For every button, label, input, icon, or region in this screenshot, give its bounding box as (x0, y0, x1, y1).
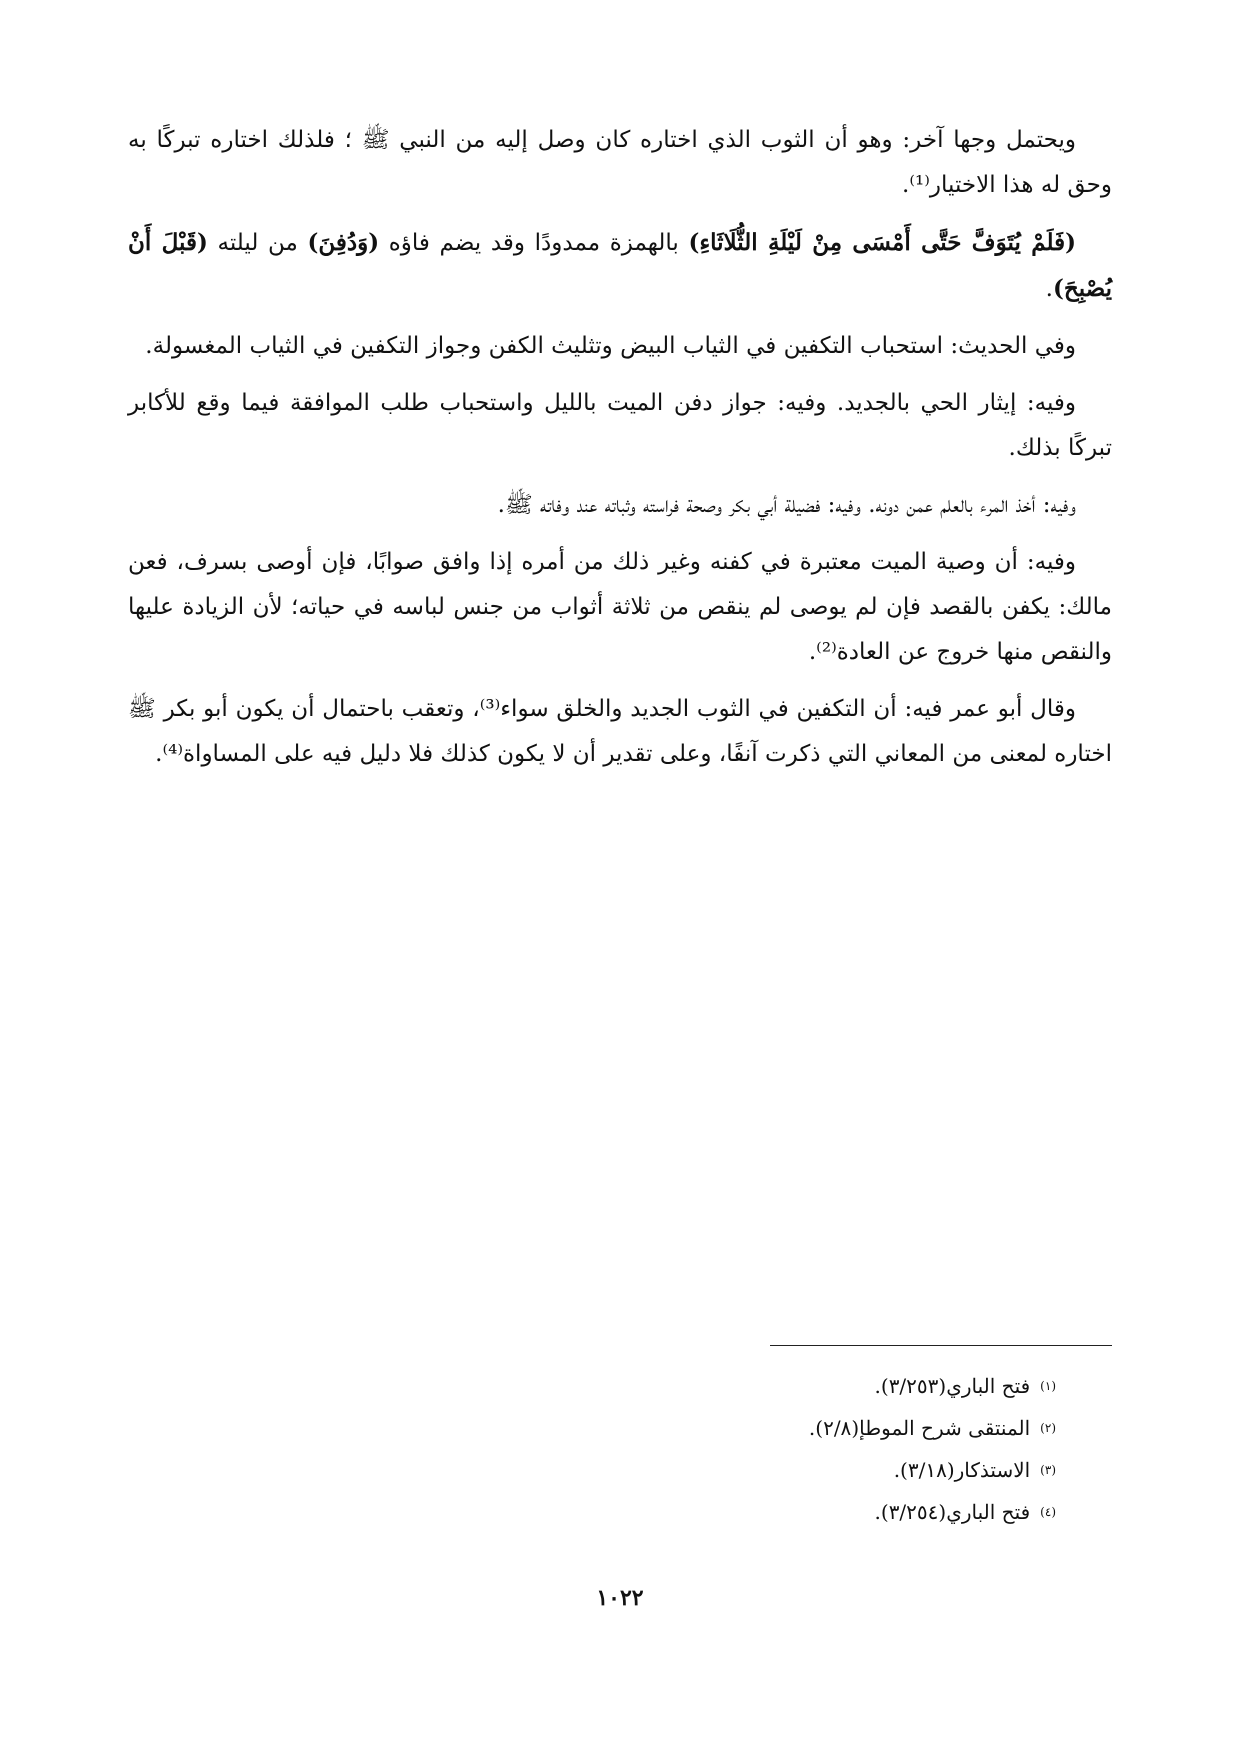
footnote-separator (770, 1345, 1112, 1346)
hadith-quote-2: (وَدُفِنَ) (307, 229, 380, 256)
footnote-1 (128, 1365, 1112, 1407)
footnote-mark-4: (٤) (1040, 1505, 1056, 1519)
footnote-text-4: فتح الباري(٣/٢٥٤). (874, 1500, 1031, 1524)
footnote-mark-3: (٣) (1040, 1463, 1056, 1477)
commentary-text-2: من ليلته (207, 230, 308, 256)
paragraph-4: وفيه: إيثار الحي بالجديد. وفيه: جواز دفن الميت بالليل واستحباب طلب الموافقة فيما وقع للأكابر تبركًا بذلك. (128, 390, 1112, 461)
footnotes-section (128, 1365, 1112, 1533)
footnote-4 (128, 1491, 1112, 1533)
main-text (128, 118, 1112, 789)
footnote-mark-1: (١) (1040, 1379, 1056, 1393)
footnote-3 (128, 1449, 1112, 1491)
paragraph-5: وفيه: أخذ المرء بالعلم عمن دونه. وفيه: فضيلة أبي بكر وصحة فراسته وثباته عند وفاته ﷺ. (497, 492, 1076, 518)
footnote-text-1: فتح الباري(٣/٢٥٣). (874, 1374, 1031, 1398)
hadith-quote-1: (فَلَمْ يُتَوَفَّ حَتَّى أَمْسَى مِنْ لَيْلَةِ الثُّلَاثَاءِ) (688, 229, 1076, 256)
paragraph-7: وقال أبو عمر فيه: أن التكفين في الثوب الجديد والخلق سواء⁽³⁾، وتعقب باحتمال أن يكون أبو بكر ﷺ اختاره لمعنى من المعاني التي ذكرت آنفًا، وعلى تقدير أن لا يكون كذلك فلا دليل فيه على المساواة⁽⁴⁾. (128, 696, 1112, 767)
commentary-text-3: . (1045, 276, 1053, 302)
commentary-text-1: بالهمزة ممدودًا وقد يضم فاؤه (379, 230, 689, 256)
paragraph-1: ويحتمل وجها آخر: وهو أن الثوب الذي اختاره كان وصل إليه من النبي ﷺ ؛ فلذلك اختاره تبركًا به وحق له هذا الاختيار⁽¹⁾. (128, 127, 1112, 198)
footnote-2 (128, 1407, 1112, 1449)
footnote-mark-2: (٢) (1040, 1421, 1056, 1435)
paragraph-6: وفيه: أن وصية الميت معتبرة في كفنه وغير ذلك من أمره إذا وافق صوابًا، فإن أوصى بسرف، فعن مالك: يكفن بالقصد فإن لم يوصى لم ينقص من ثلاثة أثواب من جنس لباسه في حياته؛ لأن الزيادة عليها والنقص منها خروج عن العادة⁽²⁾. (128, 549, 1112, 665)
footnote-text-2: المنتقى شرح الموطإ(٢/٨). (808, 1416, 1031, 1440)
paragraph-2 (128, 220, 1112, 312)
paragraph-3: وفي الحديث: استحباب التكفين في الثياب البيض وتثليث الكفن وجواز التكفين في الثياب المغسولة. (145, 333, 1076, 359)
hadith-quote-3: (قَبْلَ أَنْ يُصْبِحَ) (128, 229, 1112, 302)
footnote-text-3: الاستذكار(٣/١٨). (893, 1458, 1031, 1482)
page-number: ١٠٢٢ (596, 1585, 644, 1611)
